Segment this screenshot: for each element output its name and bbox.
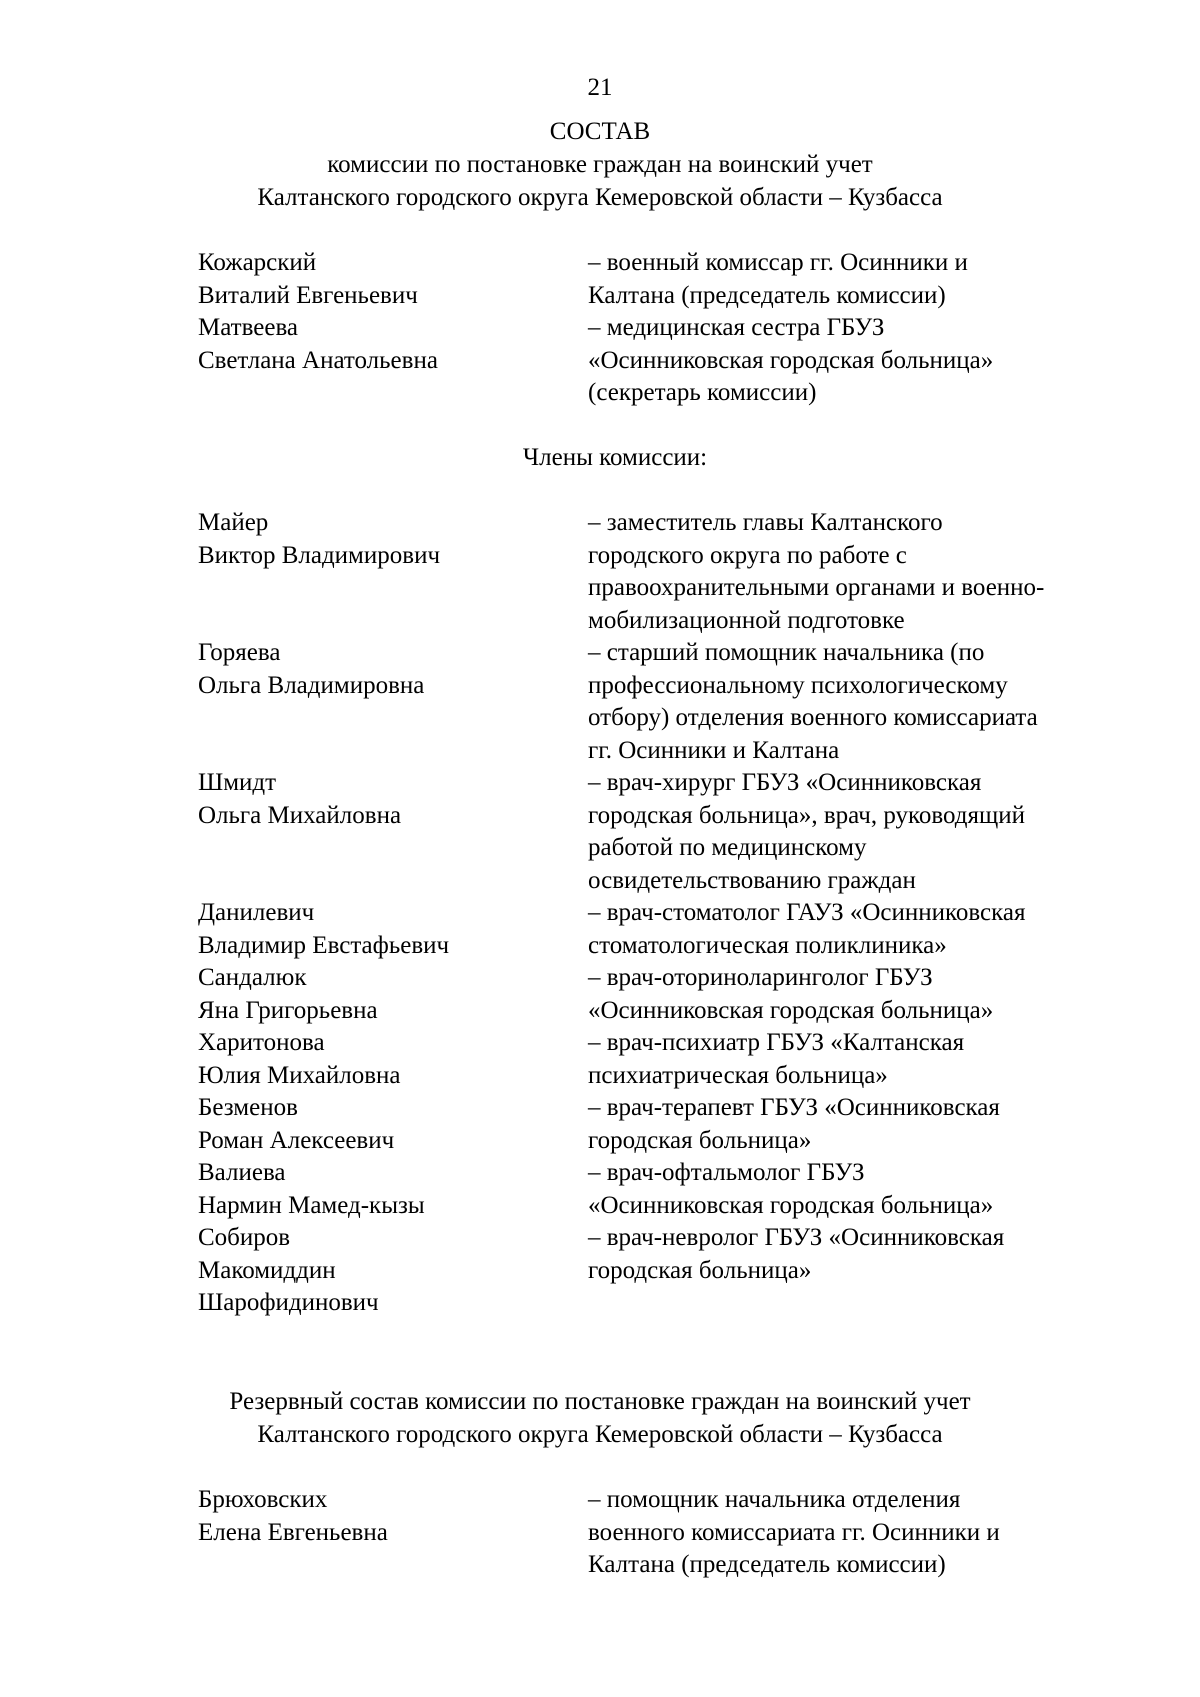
- reserve-heading-line: Резервный состав комиссии по постановке граждан на воинский учет: [229, 1388, 971, 1415]
- reserve-names: [198, 1484, 388, 1549]
- person-name: Юлия Михайловна: [198, 1061, 401, 1089]
- person-name: Матвеева: [198, 314, 299, 341]
- role-line: Калтана (председатель комиссии): [588, 1551, 946, 1578]
- person-name: Яна Григорьевна: [198, 996, 378, 1024]
- role-line: Калтана (председатель комиссии): [588, 281, 946, 309]
- reserve-heading-line: Калтанского городского округа Кемеровской области – Кузбасса: [257, 1420, 943, 1448]
- leadership-names: [198, 247, 438, 377]
- role-line: правоохранительными органами и военно-: [588, 574, 1045, 601]
- role-line: городская больница»: [588, 1256, 812, 1284]
- person-name: Виктор Владимирович: [198, 541, 441, 569]
- role-line: городская больница»: [588, 1126, 812, 1154]
- page-number: 21: [587, 74, 613, 101]
- leadership-roles: [588, 247, 993, 410]
- role-line: (секретарь комиссии): [588, 379, 817, 406]
- role-line: «Осинниковская городская больница»: [588, 1191, 994, 1219]
- role-line: – помощник начальника отделения: [588, 1486, 961, 1513]
- person-name: Роман Алексеевич: [198, 1126, 395, 1154]
- role-line: городская больница», врач, руководящий: [588, 801, 1025, 829]
- role-line: военного комиссариата гг. Осинники и: [588, 1518, 1000, 1546]
- role-line: – врач-стоматолог ГАУЗ «Осинниковская: [588, 899, 1026, 926]
- person-name: Харитонова: [198, 1029, 325, 1056]
- person-name: [198, 865, 449, 898]
- person-name: [198, 832, 449, 865]
- person-name: Светлана Анатольевна: [198, 346, 438, 374]
- role-line: – врач-офтальмолог ГБУЗ: [588, 1159, 865, 1186]
- subtitle-line: Калтанского городского округа Кемеровской области – Кузбасса: [257, 183, 943, 211]
- role-line: стоматологическая поликлиника»: [588, 931, 947, 959]
- role-line: профессиональному психологическому: [588, 671, 1008, 699]
- document-title: СОСТАВ: [549, 118, 651, 145]
- person-name: Кожарский: [198, 249, 317, 276]
- role-line: – врач-оториноларинголог ГБУЗ: [588, 964, 933, 991]
- person-name: Валиева: [198, 1159, 286, 1186]
- members-heading: Члены комиссии:: [522, 444, 708, 471]
- role-line: гг. Осинники и Калтана: [588, 736, 840, 764]
- reserve-heading: [0, 1386, 1200, 1451]
- person-name: Сандалюк: [198, 964, 307, 991]
- role-line: – старший помощник начальника (по: [588, 639, 985, 666]
- person-name: Макомиддин: [198, 1256, 336, 1284]
- person-name: [198, 702, 449, 735]
- person-name: Собиров: [198, 1224, 291, 1251]
- role-line: – военный комиссар гг. Осинники и: [588, 249, 968, 276]
- role-line: городского округа по работе с: [588, 541, 907, 569]
- members-roles: [588, 507, 1044, 1287]
- person-name: [198, 572, 449, 605]
- role-line: – медицинская сестра ГБУЗ: [588, 314, 885, 341]
- members-names: [198, 507, 449, 1320]
- person-name: Виталий Евгеньевич: [198, 281, 418, 309]
- role-line: – заместитель главы Калтанского: [588, 509, 943, 536]
- person-name: Елена Евгеньевна: [198, 1518, 388, 1546]
- subtitle-lines: [0, 149, 1200, 214]
- person-name: [198, 735, 449, 768]
- role-line: «Осинниковская городская больница»: [588, 346, 994, 374]
- role-line: освидетельствованию граждан: [588, 866, 916, 894]
- person-name: Ольга Михайловна: [198, 801, 402, 829]
- role-line: работой по медицинскому: [588, 834, 867, 861]
- role-line: – врач-невролог ГБУЗ «Осинниковская: [588, 1224, 1005, 1251]
- person-name: Горяева: [198, 639, 281, 666]
- person-name: Брюховских: [198, 1486, 328, 1513]
- role-line: мобилизационной подготовке: [588, 606, 905, 634]
- person-name: Шарофидинович: [198, 1289, 379, 1316]
- person-name: Данилевич: [198, 899, 315, 926]
- role-line: отбору) отделения военного комиссариата: [588, 704, 1038, 731]
- subtitle-line: комиссии по постановке граждан на воинский учет: [327, 151, 873, 178]
- person-name: Ольга Владимировна: [198, 671, 425, 699]
- person-name: [198, 605, 449, 638]
- role-line: – врач-психиатр ГБУЗ «Калтанская: [588, 1029, 965, 1056]
- person-name: Безменов: [198, 1094, 298, 1121]
- person-name: Майер: [198, 509, 269, 536]
- role-line: психиатрическая больница»: [588, 1061, 888, 1089]
- reserve-roles: [588, 1484, 1000, 1582]
- person-name: Шмидт: [198, 769, 277, 796]
- person-name: Владимир Евстафьевич: [198, 931, 450, 959]
- role-line: «Осинниковская городская больница»: [588, 996, 994, 1024]
- person-name: Нармин Мамед-кызы: [198, 1191, 425, 1219]
- role-line: – врач-хирург ГБУЗ «Осинниковская: [588, 769, 982, 796]
- role-line: – врач-терапевт ГБУЗ «Осинниковская: [588, 1094, 1000, 1121]
